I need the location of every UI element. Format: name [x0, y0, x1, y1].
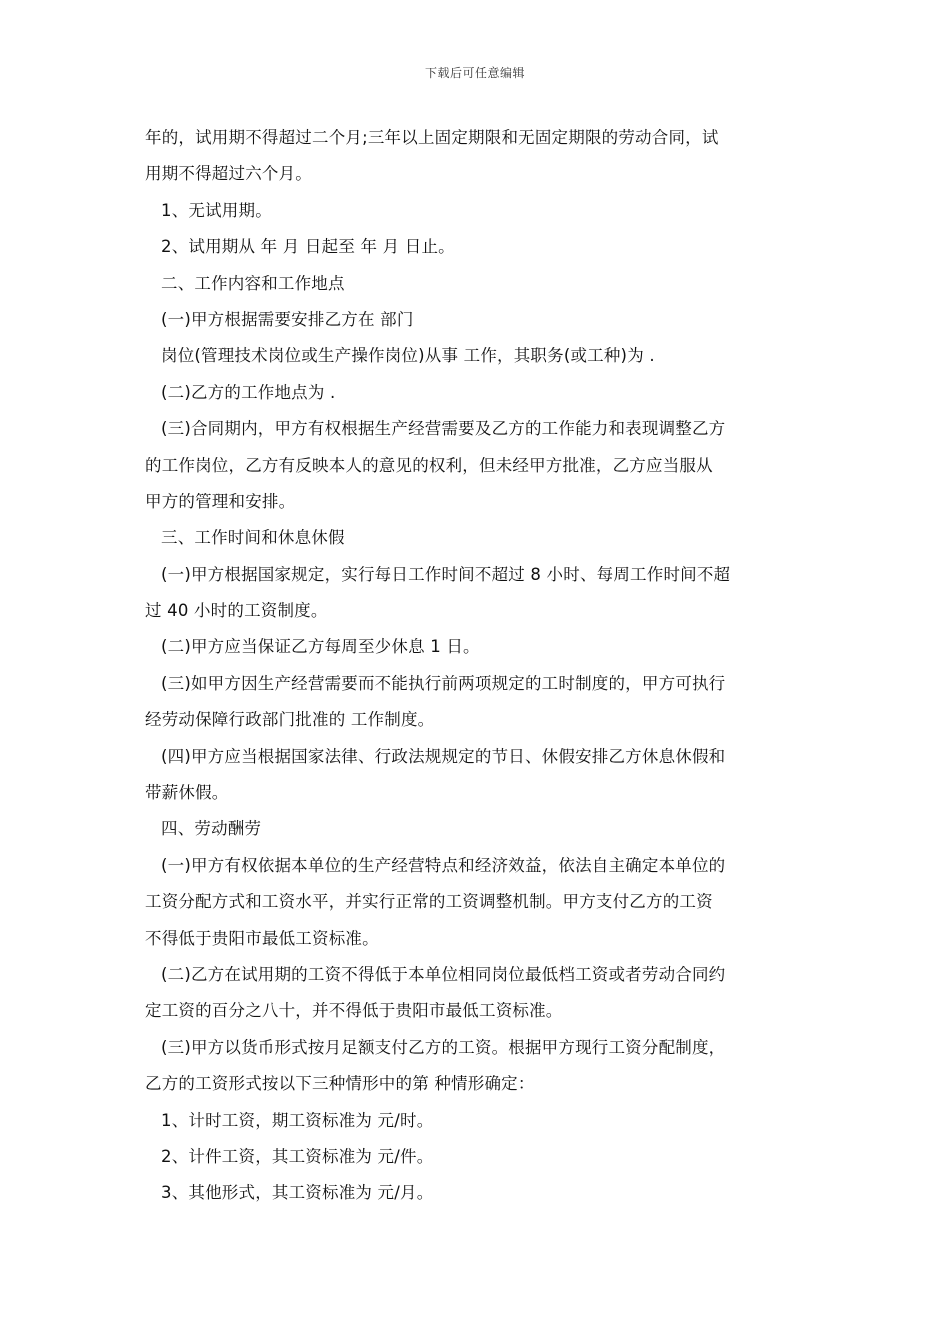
text-line: (三)合同期内，甲方有权根据生产经营需要及乙方的工作能力和表现调整乙方 — [161, 419, 726, 439]
page-header: 下载后可任意编辑 — [424, 66, 525, 80]
text-line: (二)乙方的工作地点为 . — [161, 382, 336, 402]
text-line: 二、工作内容和工作地点 — [161, 273, 345, 293]
text-line: (二)乙方在试用期的工资不得低于本单位相同岗位最低档工资或者劳动合同约 — [161, 964, 726, 984]
text-line: 岗位(管理技术岗位或生产操作岗位)从事 工作，其职务(或工种)为 . — [161, 346, 655, 366]
text-line: 经劳动保障行政部门批准的 工作制度。 — [145, 710, 435, 730]
text-line: (三)甲方以货币形式按月足额支付乙方的工资。根据甲方现行工资分配制度， — [161, 1037, 726, 1057]
text-line: 甲方的管理和安排。 — [145, 491, 296, 511]
text-line: 2、计件工资，其工资标准为 元/件。 — [161, 1146, 434, 1166]
text-line: (四)甲方应当根据国家法律、行政法规规定的节日、休假安排乙方休息休假和 — [161, 746, 726, 766]
text-line: (一)甲方有权依据本单位的生产经营特点和经济效益，依法自主确定本单位的 — [161, 855, 726, 875]
text-line: 过 40 小时的工资制度。 — [145, 601, 328, 621]
text-line: 工资分配方式和工资水平，并实行正常的工资调整机制。甲方支付乙方的工资 — [145, 892, 713, 912]
text-line: 乙方的工资形式按以下三种情形中的第 种情形确定： — [145, 1074, 535, 1094]
text-line: 四、劳动酬劳 — [161, 819, 262, 839]
text-line: 2、试用期从 年 月 日起至 年 月 日止。 — [161, 237, 455, 257]
text-line: (一)甲方根据需要安排乙方在 部门 — [161, 309, 414, 329]
text-line: 不得低于贵阳市最低工资标准。 — [145, 928, 379, 948]
text-line: 3、其他形式，其工资标准为 元/月。 — [161, 1183, 434, 1203]
document-body — [145, 120, 810, 1212]
text-line: 定工资的百分之八十，并不得低于贵阳市最低工资标准。 — [145, 1001, 563, 1021]
text-line: 年的，试用期不得超过二个月;三年以上固定期限和无固定期限的劳动合同，试 — [145, 128, 719, 147]
text-line: 的工作岗位，乙方有反映本人的意见的权利，但未经甲方批准，乙方应当服从 — [145, 455, 713, 475]
text-line: 三、工作时间和休息休假 — [161, 528, 345, 548]
text-line: (二)甲方应当保证乙方每周至少休息 1 日。 — [161, 637, 480, 657]
text-line: (三)如甲方因生产经营需要而不能执行前两项规定的工时制度的，甲方可执行 — [161, 673, 726, 693]
text-line: 用期不得超过六个月。 — [145, 164, 312, 184]
text-line: 1、计时工资，期工资标准为 元/时。 — [161, 1110, 434, 1130]
text-line: (一)甲方根据国家规定，实行每日工作时间不超过 8 小时、每周工作时间不超 — [161, 564, 731, 584]
text-line: 带薪休假。 — [145, 783, 229, 803]
text-line: 1、无试用期。 — [161, 200, 272, 220]
